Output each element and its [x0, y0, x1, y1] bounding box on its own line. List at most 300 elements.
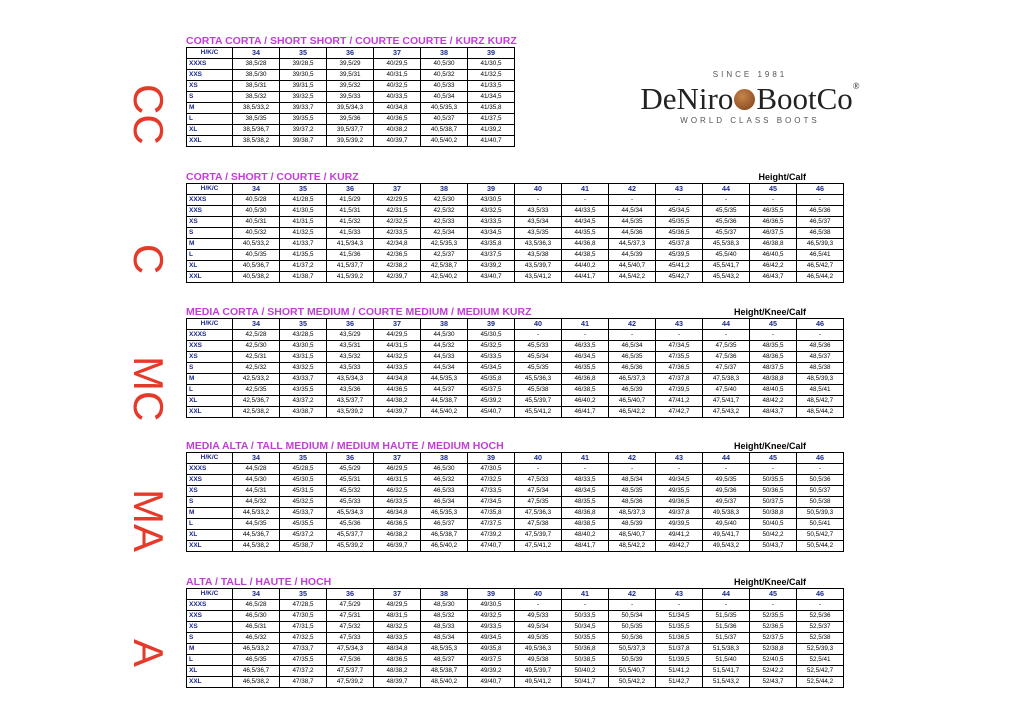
- table-cell: 47,5/36: [327, 655, 374, 666]
- table-cell: 43,5/32: [327, 352, 374, 363]
- table-cell: 50/41,7: [562, 677, 609, 688]
- table-cell: 52,5/36: [797, 611, 844, 622]
- size-header: 45: [750, 319, 797, 330]
- table-cell: 49/35,5: [656, 486, 703, 497]
- table-cell: 46,5/34: [609, 341, 656, 352]
- row-label: XXXS: [187, 464, 233, 475]
- size-header: 39: [468, 319, 515, 330]
- table-cell: 45/33,5: [468, 352, 515, 363]
- table-cell: 44/34,5: [562, 217, 609, 228]
- table-cell: 41/37,5: [468, 114, 515, 125]
- table-cell: 47,5/38: [515, 519, 562, 530]
- table-cell: 42/36,5: [374, 250, 421, 261]
- table-cell: 45,5/32: [327, 486, 374, 497]
- size-header: 46: [797, 589, 844, 600]
- table-cell: 52,5/44,2: [797, 677, 844, 688]
- size-header: 38: [421, 319, 468, 330]
- table-cell: 43,5/37,7: [327, 396, 374, 407]
- section-a: [186, 576, 844, 688]
- size-header: 45: [750, 184, 797, 195]
- table-cell: 48,5/37,3: [609, 508, 656, 519]
- size-header: 38: [421, 453, 468, 464]
- table-cell: 45,5/38: [515, 385, 562, 396]
- table-cell: 46,5/33: [421, 486, 468, 497]
- table-cell: 50,5/41: [797, 519, 844, 530]
- table-cell: 43,5/36,3: [515, 239, 562, 250]
- table-cell: 52/36,5: [750, 622, 797, 633]
- size-table: [186, 183, 844, 283]
- table-cell: 52,5/41: [797, 655, 844, 666]
- table-cell: 45,5/35: [703, 206, 750, 217]
- table-cell: 41/31,5: [280, 217, 327, 228]
- hkc-header: H/K/C: [187, 48, 233, 59]
- table-cell: 46,5/37: [797, 217, 844, 228]
- table-cell: 44/36,8: [562, 239, 609, 250]
- table-cell: 47/42,7: [656, 407, 703, 418]
- table-cell: 50/38,8: [750, 508, 797, 519]
- table-cell: 48,5/40,2: [421, 677, 468, 688]
- table-cell: 45,5/33: [327, 497, 374, 508]
- table-cell: 42,5/38,7: [421, 261, 468, 272]
- table-cell: 52,5/39,3: [797, 644, 844, 655]
- table-cell: 43/37,5: [468, 250, 515, 261]
- table-cell: 44/38,2: [374, 396, 421, 407]
- table-cell: 45,5/31: [327, 475, 374, 486]
- size-header: 43: [656, 453, 703, 464]
- table-cell: 40,5/32: [421, 70, 468, 81]
- size-header: 37: [374, 453, 421, 464]
- table-cell: 52,5/37: [797, 622, 844, 633]
- table-cell: 38,5/35: [233, 114, 280, 125]
- table-cell: 44,5/36,7: [233, 530, 280, 541]
- table-cell: 47,5/41,7: [703, 396, 750, 407]
- table-row: [187, 600, 844, 611]
- section-title: [186, 440, 844, 452]
- table-row: [187, 655, 844, 666]
- table-cell: 41/28,5: [280, 195, 327, 206]
- table-cell: 46,5/36: [797, 206, 844, 217]
- table-cell: 50,5/34: [609, 611, 656, 622]
- table-cell: -: [562, 464, 609, 475]
- table-cell: 45,5/38,3: [703, 239, 750, 250]
- table-cell: 48/35,5: [562, 497, 609, 508]
- table-cell: 47/38,7: [280, 677, 327, 688]
- row-label: S: [187, 497, 233, 508]
- table-cell: 48,5/34: [421, 633, 468, 644]
- table-cell: 39,5/31: [327, 70, 374, 81]
- table-cell: 46/37,5: [750, 228, 797, 239]
- table-cell: 44/39,7: [374, 407, 421, 418]
- table-cell: -: [656, 600, 703, 611]
- table-cell: 46,5/32: [233, 633, 280, 644]
- table-cell: 39,5/39,2: [327, 136, 374, 147]
- table-cell: 44,5/33,2: [233, 508, 280, 519]
- table-cell: 46/31,5: [374, 475, 421, 486]
- table-row: [187, 272, 844, 283]
- table-cell: 50/34,5: [562, 622, 609, 633]
- table-cell: 45,5/35: [515, 363, 562, 374]
- table-cell: 47,5/36: [703, 352, 750, 363]
- size-header: 39: [468, 184, 515, 195]
- size-header: 37: [374, 319, 421, 330]
- table-cell: 43,5/41,2: [515, 272, 562, 283]
- table-cell: 39/37,2: [280, 125, 327, 136]
- table-cell: 45/39,2: [468, 396, 515, 407]
- table-cell: 52,5/42,7: [797, 666, 844, 677]
- registered-mark: ®: [852, 81, 860, 91]
- table-row: [187, 633, 844, 644]
- row-label: XL: [187, 530, 233, 541]
- table-cell: 43/38,7: [280, 407, 327, 418]
- table-cell: 47,5/39,7: [515, 530, 562, 541]
- row-label: XXXS: [187, 59, 233, 70]
- table-cell: 48,5/30: [421, 600, 468, 611]
- table-cell: -: [562, 330, 609, 341]
- table-cell: 45,5/43,2: [703, 272, 750, 283]
- table-cell: 46/36,5: [750, 217, 797, 228]
- table-cell: 50/37,5: [750, 497, 797, 508]
- table-cell: 49,5/36: [703, 486, 750, 497]
- size-header: 46: [797, 319, 844, 330]
- section-title-text: CORTA / SHORT / COURTE / KURZ: [186, 171, 359, 183]
- table-cell: 48/40,5: [750, 385, 797, 396]
- table-cell: 44,5/31: [233, 486, 280, 497]
- table-cell: 47,5/41,2: [515, 541, 562, 552]
- table-cell: 40/31,5: [374, 70, 421, 81]
- table-cell: 43,5/35: [515, 228, 562, 239]
- table-cell: 45,5/37,7: [327, 530, 374, 541]
- table-cell: -: [750, 330, 797, 341]
- table-cell: 40,5/38,2: [233, 272, 280, 283]
- table-cell: 47/34,5: [468, 497, 515, 508]
- logo-brand: [622, 81, 878, 117]
- table-cell: -: [703, 330, 750, 341]
- table-cell: 44,5/35: [233, 519, 280, 530]
- table-cell: 46,5/36: [609, 363, 656, 374]
- table-cell: 38,5/38,2: [233, 136, 280, 147]
- row-label: XS: [187, 81, 233, 92]
- size-header: 41: [562, 319, 609, 330]
- row-label: L: [187, 519, 233, 530]
- table-cell: 41,5/34,3: [327, 239, 374, 250]
- table-cell: -: [750, 464, 797, 475]
- table-cell: 39,5/37,7: [327, 125, 374, 136]
- table-cell: 46/43,7: [750, 272, 797, 283]
- row-label: XXL: [187, 407, 233, 418]
- table-row: [187, 103, 515, 114]
- table-cell: 45,5/34,3: [327, 508, 374, 519]
- size-header: 40: [515, 453, 562, 464]
- table-row: [187, 352, 844, 363]
- hkc-header: H/K/C: [187, 184, 233, 195]
- table-cell: 45/30,5: [280, 475, 327, 486]
- table-cell: 44,5/30: [233, 475, 280, 486]
- size-header: 42: [609, 453, 656, 464]
- size-header: 40: [515, 319, 562, 330]
- table-cell: 48,5/35,3: [421, 644, 468, 655]
- row-label: S: [187, 363, 233, 374]
- table-cell: 41/37,2: [280, 261, 327, 272]
- table-cell: 40,5/34: [421, 92, 468, 103]
- table-cell: 48/38,5: [562, 519, 609, 530]
- section-code-cc: CC: [125, 84, 172, 145]
- row-label: XL: [187, 666, 233, 677]
- size-header: 36: [327, 48, 374, 59]
- size-header: 43: [656, 184, 703, 195]
- table-cell: 48,5/39: [609, 519, 656, 530]
- table-cell: 46,5/38,7: [421, 530, 468, 541]
- table-row: [187, 206, 844, 217]
- table-cell: 39,5/36: [327, 114, 374, 125]
- size-header: 37: [374, 589, 421, 600]
- row-label: XXS: [187, 341, 233, 352]
- row-label: XS: [187, 217, 233, 228]
- table-cell: 47,5/37,7: [327, 666, 374, 677]
- table-cell: 39/32,5: [280, 92, 327, 103]
- section-code-a: A: [125, 638, 172, 667]
- logo-brand-right: BootCo: [756, 81, 853, 116]
- section-title: [186, 171, 844, 183]
- table-row: [187, 475, 844, 486]
- table-cell: 45/39,5: [656, 250, 703, 261]
- table-cell: 42,5/38,2: [233, 407, 280, 418]
- table-cell: 40,5/37: [421, 114, 468, 125]
- table-cell: 42,5/28: [233, 330, 280, 341]
- table-cell: 47,5/36,3: [515, 508, 562, 519]
- table-cell: 46/38,5: [562, 385, 609, 396]
- table-cell: 47/32,5: [468, 475, 515, 486]
- table-cell: 43,5/33: [515, 206, 562, 217]
- table-cell: 39/31,5: [280, 81, 327, 92]
- table-cell: 41/34,5: [468, 92, 515, 103]
- table-cell: 46/42,2: [750, 261, 797, 272]
- table-row: [187, 622, 844, 633]
- table-cell: 47,5/40: [703, 385, 750, 396]
- table-cell: 45/37,2: [280, 530, 327, 541]
- table-cell: 45,5/36: [703, 217, 750, 228]
- table-cell: 49,5/34: [515, 622, 562, 633]
- section-title: [186, 35, 517, 47]
- section-title-text: MEDIA CORTA / SHORT MEDIUM / COURTE MEDIUM / MEDIUM KURZ: [186, 306, 532, 318]
- table-cell: 48,5/32: [421, 611, 468, 622]
- table-cell: 44/36,5: [374, 385, 421, 396]
- size-header: 41: [562, 589, 609, 600]
- size-header: 38: [421, 184, 468, 195]
- table-cell: 42/34,8: [374, 239, 421, 250]
- table-cell: 47,5/39,2: [327, 677, 374, 688]
- table-cell: 39/35,5: [280, 114, 327, 125]
- table-cell: 46/35,5: [750, 206, 797, 217]
- table-cell: 43/39,2: [468, 261, 515, 272]
- table-cell: 47/34,5: [656, 341, 703, 352]
- size-header: 38: [421, 589, 468, 600]
- table-cell: 42,5/32: [421, 206, 468, 217]
- table-cell: 46/29,5: [374, 464, 421, 475]
- table-cell: 49,5/39,7: [515, 666, 562, 677]
- table-cell: 45,5/29: [327, 464, 374, 475]
- table-cell: 40,5/35,3: [421, 103, 468, 114]
- table-cell: 50/38,5: [562, 655, 609, 666]
- row-label: XXL: [187, 272, 233, 283]
- row-label: M: [187, 374, 233, 385]
- table-cell: -: [703, 600, 750, 611]
- table-cell: 44,5/35: [609, 217, 656, 228]
- table-row: [187, 464, 844, 475]
- table-cell: 49,5/33: [515, 611, 562, 622]
- hkc-header: H/K/C: [187, 589, 233, 600]
- table-cell: 41,5/33: [327, 228, 374, 239]
- table-cell: 45,5/33: [515, 341, 562, 352]
- table-cell: 45,5/36,3: [515, 374, 562, 385]
- table-cell: 50/36,5: [750, 486, 797, 497]
- table-cell: 51,5/37: [703, 633, 750, 644]
- table-cell: 49,5/38,3: [703, 508, 750, 519]
- size-header: 44: [703, 319, 750, 330]
- table-cell: 47,5/31: [327, 611, 374, 622]
- size-header: 42: [609, 184, 656, 195]
- table-cell: 44,5/37,3: [609, 239, 656, 250]
- table-cell: 47/37,5: [468, 519, 515, 530]
- size-header: 34: [233, 48, 280, 59]
- table-cell: 42,5/36,7: [233, 396, 280, 407]
- row-label: M: [187, 103, 233, 114]
- table-cell: 44,5/36: [609, 228, 656, 239]
- table-cell: 47/30,5: [280, 611, 327, 622]
- table-cell: 45/35,5: [656, 217, 703, 228]
- table-cell: 40,5/40,2: [421, 136, 468, 147]
- size-header: 37: [374, 48, 421, 59]
- table-cell: -: [609, 464, 656, 475]
- brand-logo: [622, 70, 878, 128]
- table-cell: 44,5/40,2: [421, 407, 468, 418]
- size-header: 36: [327, 184, 374, 195]
- table-cell: 49/35,8: [468, 644, 515, 655]
- table-cell: 47/35,5: [656, 352, 703, 363]
- table-cell: 50/40,2: [562, 666, 609, 677]
- table-cell: 51/34,5: [656, 611, 703, 622]
- size-header: 45: [750, 453, 797, 464]
- row-label: XL: [187, 261, 233, 272]
- table-cell: 44/38,5: [562, 250, 609, 261]
- row-label: XL: [187, 396, 233, 407]
- table-cell: 47,5/34: [515, 486, 562, 497]
- section-title-text: CORTA CORTA / SHORT SHORT / COURTE COURTE / KURZ KURZ: [186, 35, 517, 47]
- table-row: [187, 70, 515, 81]
- table-cell: 49,5/43,2: [703, 541, 750, 552]
- table-cell: 49/40,7: [468, 677, 515, 688]
- table-cell: 43/30,5: [468, 195, 515, 206]
- table-cell: -: [750, 195, 797, 206]
- table-row: [187, 541, 844, 552]
- table-cell: 39,5/32: [327, 81, 374, 92]
- table-cell: 51/39,5: [656, 655, 703, 666]
- table-cell: 41,5/39,2: [327, 272, 374, 283]
- table-cell: 43,5/34: [515, 217, 562, 228]
- table-cell: 44/41,7: [562, 272, 609, 283]
- table-cell: 46,5/39: [609, 385, 656, 396]
- row-label: XS: [187, 486, 233, 497]
- table-cell: 40,5/36,7: [233, 261, 280, 272]
- table-cell: 47/35,8: [468, 508, 515, 519]
- table-cell: 48/36,5: [750, 352, 797, 363]
- table-cell: 48,5/39,3: [797, 374, 844, 385]
- table-cell: 42,5/33,2: [233, 374, 280, 385]
- table-cell: 45,5/37: [703, 228, 750, 239]
- table-cell: 43/37,2: [280, 396, 327, 407]
- table-cell: 45/34,5: [656, 206, 703, 217]
- table-cell: 47/30,5: [468, 464, 515, 475]
- table-row: [187, 217, 844, 228]
- table-cell: 48/33,5: [562, 475, 609, 486]
- table-cell: 50/43,7: [750, 541, 797, 552]
- table-cell: 50,5/40,7: [609, 666, 656, 677]
- table-cell: 44,5/32: [421, 341, 468, 352]
- table-cell: 45,5/39,7: [515, 396, 562, 407]
- section-code-ma: MA: [125, 489, 172, 552]
- table-row: [187, 519, 844, 530]
- table-cell: 46/35,5: [562, 363, 609, 374]
- table-row: [187, 407, 844, 418]
- row-label: XXL: [187, 677, 233, 688]
- table-row: [187, 385, 844, 396]
- size-header: 36: [327, 589, 374, 600]
- table-cell: 47,5/32: [327, 622, 374, 633]
- row-label: M: [187, 644, 233, 655]
- row-label: M: [187, 508, 233, 519]
- table-cell: 51/41,2: [656, 666, 703, 677]
- table-row: [187, 92, 515, 103]
- logo-brand-left: DeNiro: [640, 81, 734, 116]
- header-row: [187, 184, 844, 195]
- table-cell: 39/30,5: [280, 70, 327, 81]
- table-cell: 41,5/37,7: [327, 261, 374, 272]
- table-cell: 43/40,7: [468, 272, 515, 283]
- table-cell: 45/34,5: [468, 363, 515, 374]
- table-cell: 40,5/32: [233, 228, 280, 239]
- table-cell: -: [656, 464, 703, 475]
- table-cell: 42,5/40,2: [421, 272, 468, 283]
- table-cell: 45/36,5: [656, 228, 703, 239]
- table-cell: 47,5/35: [515, 497, 562, 508]
- size-header: 44: [703, 184, 750, 195]
- size-header: 39: [468, 48, 515, 59]
- table-row: [187, 136, 515, 147]
- table-cell: 48,5/37: [797, 352, 844, 363]
- table-cell: 45/30,5: [468, 330, 515, 341]
- table-cell: 46/41,7: [562, 407, 609, 418]
- table-cell: 44,5/42,2: [609, 272, 656, 283]
- size-table: [186, 588, 844, 688]
- table-cell: 46/32,5: [374, 486, 421, 497]
- table-cell: -: [515, 464, 562, 475]
- table-cell: 46,5/33,2: [233, 644, 280, 655]
- table-cell: 41/30,5: [468, 59, 515, 70]
- size-header: 40: [515, 184, 562, 195]
- size-header: 45: [750, 589, 797, 600]
- table-cell: 45/35,5: [280, 519, 327, 530]
- table-cell: 44,5/39: [609, 250, 656, 261]
- table-cell: 50,5/38: [797, 497, 844, 508]
- table-cell: -: [609, 195, 656, 206]
- table-cell: 46,5/32: [421, 475, 468, 486]
- table-cell: 43,5/39,2: [327, 407, 374, 418]
- table-cell: 40/33,5: [374, 92, 421, 103]
- table-cell: 43,5/34,3: [327, 374, 374, 385]
- table-cell: 47/31,5: [280, 622, 327, 633]
- table-cell: 49/34,5: [656, 475, 703, 486]
- table-cell: 43/35,8: [468, 239, 515, 250]
- table-cell: 48,5/36: [609, 497, 656, 508]
